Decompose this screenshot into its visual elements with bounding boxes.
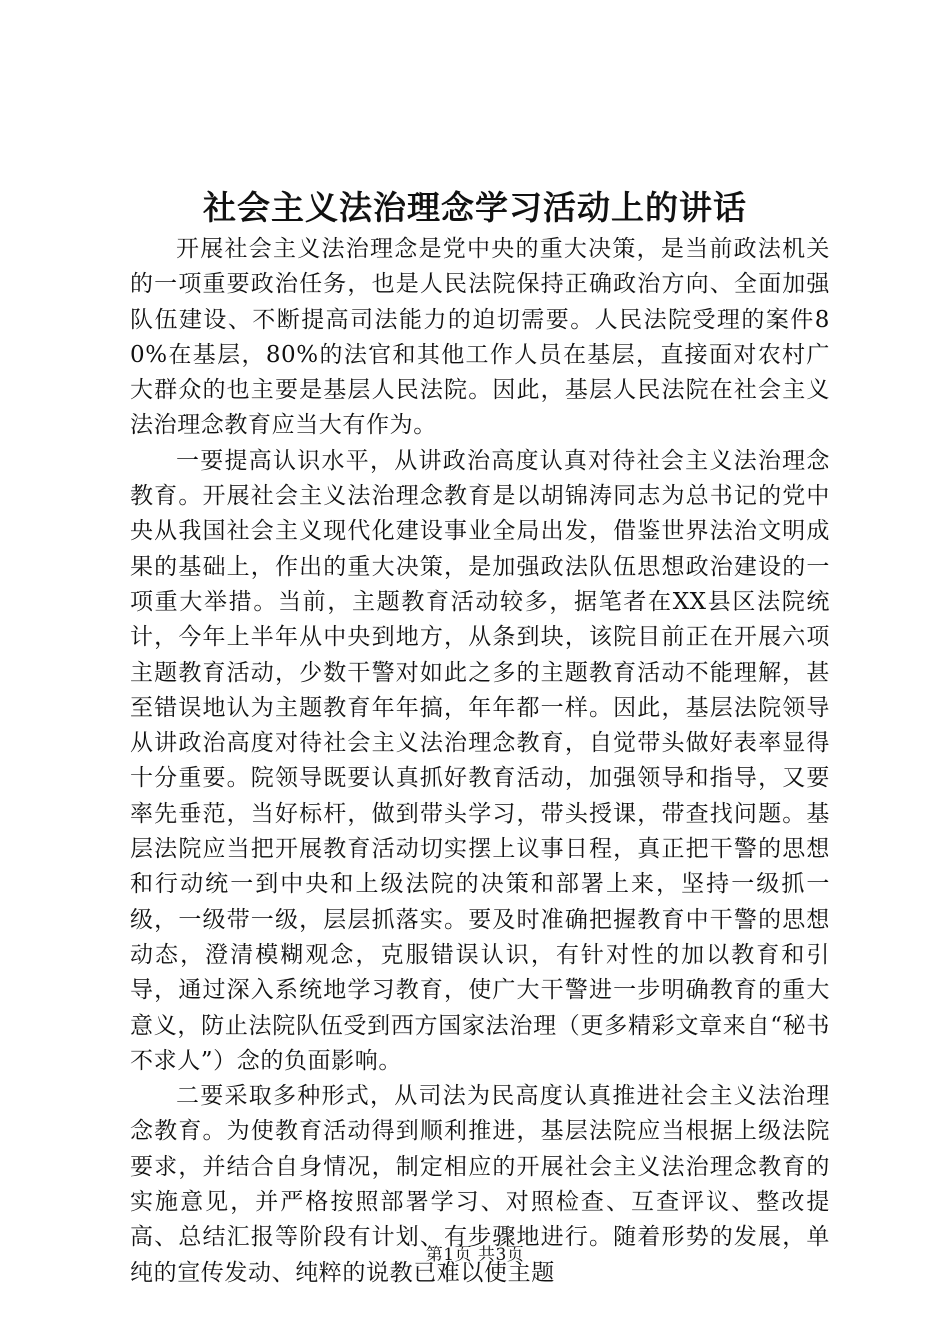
paragraph-point-one: 一要提高认识水平，从讲政治高度认真对待社会主义法治理念教育。开展社会主义法治理念教育是以胡锦涛同志为总书记的党中央从我国社会主义现代化建设事业全局出发，借鉴世界法治文明成果的基础上，作出的重大决策，是加强政法队伍思想政治建设的一项重大举措。当前，主题教育活动较多，据笔者在XX县区法院统计，今年上半年从中央到地方，从条到块，该院目前正在开展六项主题教育活动，少数干警对如此之多的主题教育活动不能理解，甚至错误地认为主题教育年年搞，年年都一样。因此，基层法院领导从讲政治高度对待社会主义法治理念教育，自觉带头做好表率显得十分重要。院领导既要认真抓好教育活动，加强领导和指导，又要率先垂范，当好标杆，做到带头学习，带头授课，带查找问题。基层法院应当把开展教育活动切实摆上议事日程，真正把干警的思想和行动统一到中央和上级法院的决策和部署上来，坚持一级抓一级，一级带一级，层层抓落实。要及时准确把握教育中干警的思想动态，澄清模糊观念，克服错误认识，有针对性的加以教育和引导，通过深入系统地学习教育，使广大干警进一步明确教育的重大意义，防止法院队伍受到西方国家法治理（更多精彩文章来自“秘书不求人”）念的负面影响。 bbox=[130, 447, 830, 1074]
paragraph-point-two: 二要采取多种形式，从司法为民高度认真推进社会主义法治理念教育。为使教育活动得到顺利推进，基层法院应当根据上级法院要求，并结合自身情况，制定相应的开展社会主义法治理念教育的实施意见，并严格按照部署学习、对照检查、互查评议、整改提高、总结汇报等阶段有计划、有步骤地进行。随着形势的发展，单纯的宣传发动、纯粹的说教已难以使主题 bbox=[130, 1083, 830, 1286]
document-body bbox=[130, 232, 830, 1291]
paragraph-intro: 开展社会主义法治理念是党中央的重大决策，是当前政法机关的一项重要政治任务，也是人民法院保持正确政治方向、全面加强队伍建设、不断提高司法能力的迫切需要。人民法院受理的案件80%在基层，80%的法官和其他工作人员在基层，直接面对农村广大群众的也主要是基层人民法院。因此，基层人民法院在社会主义法治理念教育应当大有作为。 bbox=[130, 236, 830, 439]
page-footer: 第1页 共3页 bbox=[425, 1245, 525, 1265]
document-title: 社会主义法治理念学习活动上的讲话 bbox=[203, 188, 747, 227]
